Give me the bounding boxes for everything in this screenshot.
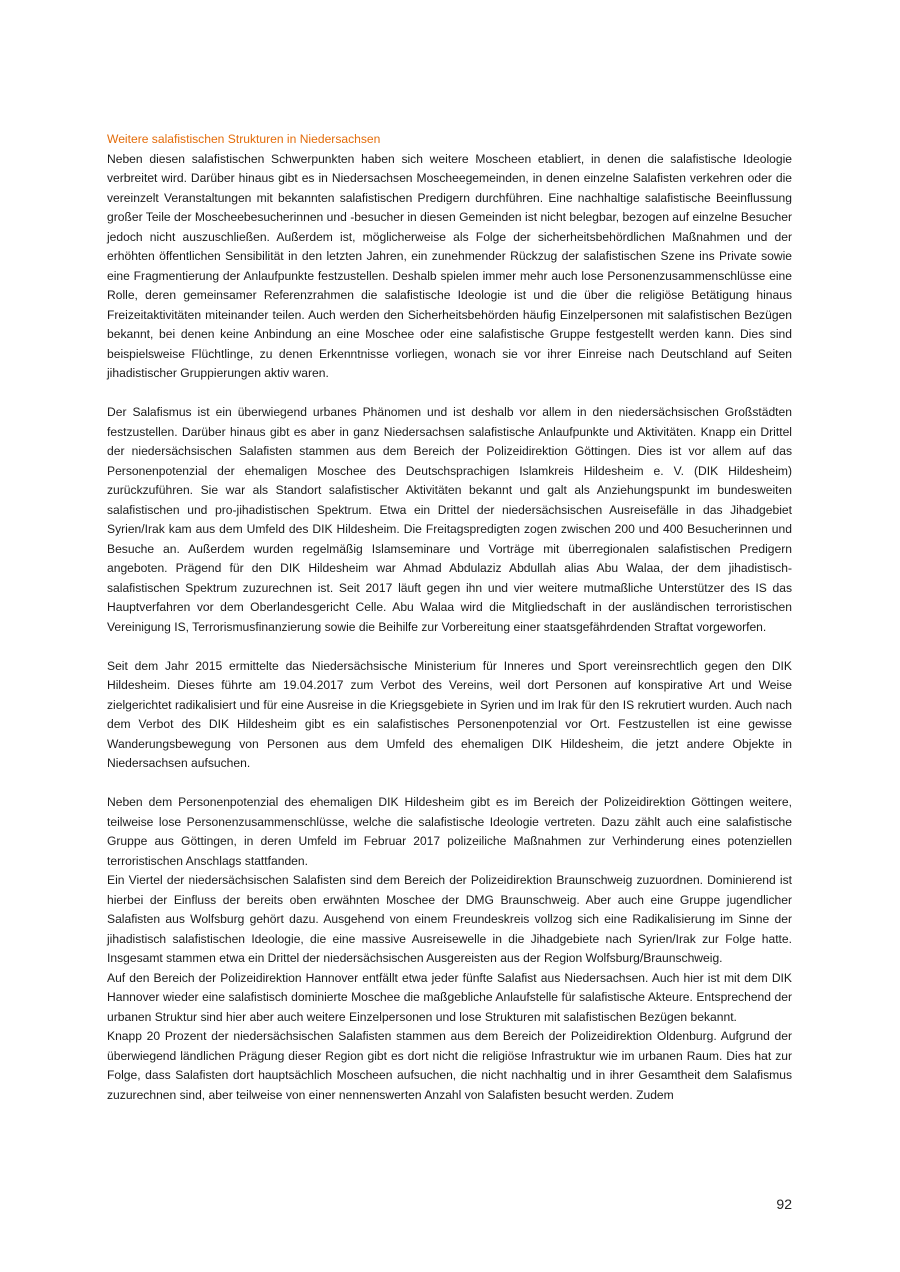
paragraph-5: Ein Viertel der niedersächsischen Salafisten sind dem Bereich der Polizeidirektion Braunschweig zuzuordnen. Dominierend ist hierbei der Einfluss der bereits oben erwähnten Moschee der DMG Braunschweig. Aber auch eine Gruppe jugendlicher Salafisten aus Wolfsburg gehört dazu. Ausgehend von einem Freundeskreis vollzog sich eine Radikalisierung im Sinne der jihadistisch salafistischen Ideologie, die eine massive Ausreisewelle in die Jihadgebiete nach Syrien/Irak zur Folge hatte. Insgesamt stammen etwa ein Drittel der niedersächsischen Ausgereisten aus der Region Wolfsburg/Braunschweig.: [107, 873, 792, 965]
paragraph-spacer: [107, 637, 792, 657]
paragraph-2: Der Salafismus ist ein überwiegend urbanes Phänomen und ist deshalb vor allem in den niedersächsischen Großstädten festzustellen. Darüber hinaus gibt es aber in ganz Niedersachsen salafistische Anlaufpunkte und Aktivitäten. Knapp ein Drittel der niedersächsischen Salafisten stammen aus dem Bereich der Polizeidirektion Göttingen. Dies ist vor allem auf das Personenpotenzial der ehemaligen Moschee des Deutschsprachigen Islamkreis Hildesheim e. V. (DIK Hildesheim) zurückzuführen. Sie war als Standort salafistischer Aktivitäten bekannt und galt als Anziehungspunkt im bundesweiten salafistischen und pro-jihadistischen Spektrum. Etwa ein Drittel der niedersächsischen Ausreisefälle in das Jihadgebiet Syrien/Irak kam aus dem Umfeld des DIK Hildesheim. Die Freitagspredigten zogen zwischen 200 und 400 Besucherinnen und Besuche an. Außerdem wurden regelmäßig Islamseminare und Vorträge mit überregionalen salafistischen Predigern angeboten. Prägend für den DIK Hildesheim war Ahmad Abdulaziz Abdullah alias Abu Walaa, der dem jihadistisch-salafistischen Spektrum zuzurechnen ist. Seit 2017 läuft gegen ihn und vier weitere mutmaßliche Unterstützer des IS das Hauptverfahren vor dem Oberlandesgericht Celle. Abu Walaa wird die Mitgliedschaft in der ausländischen terroristischen Vereinigung IS, Terrorismusfinanzierung sowie die Beihilfe zur Vorbereitung einer staatsgefährdenden Straftat vorgeworfen.: [107, 405, 792, 634]
paragraph-4: Neben dem Personenpotenzial des ehemaligen DIK Hildesheim gibt es im Bereich der Polizeidirektion Göttingen weitere, teilweise lose Personenzusammenschlüsse, welche die salafistische Ideologie vertreten. Dazu zählt auch eine salafistische Gruppe aus Göttingen, in deren Umfeld im Februar 2017 polizeiliche Maßnahmen zur Verhinderung eines potenziellen terroristischen Anschlags stattfanden.: [107, 795, 792, 868]
paragraph-spacer: [107, 384, 792, 404]
paragraph-3: Seit dem Jahr 2015 ermittelte das Niedersächsische Ministerium für Inneres und Sport vereinsrechtlich gegen den DIK Hildesheim. Dieses führte am 19.04.2017 zum Verbot des Vereins, weil dort Personen auf konspirative Art und Weise zielgerichtet radikalisiert und für eine Ausreise in die Kriegsgebiete in Syrien und im Irak für den IS rekrutiert wurden. Auch nach dem Verbot des DIK Hildesheim gibt es ein salafistisches Personenpotenzial vor Ort. Festzustellen ist eine gewisse Wanderungsbewegung von Personen aus dem Umfeld des ehemaligen DIK Hildesheim, die jetzt andere Objekte in Niedersachsen aufsuchen.: [107, 658, 792, 770]
section-heading: Weitere salafistischen Strukturen in Niedersachsen: [107, 132, 381, 146]
document-body: [107, 128, 792, 1105]
page-number: 92: [776, 1196, 792, 1212]
paragraph-7: Knapp 20 Prozent der niedersächsischen Salafisten stammen aus dem Bereich der Polizeidirektion Oldenburg. Aufgrund der überwiegend ländlichen Prägung dieser Region gibt es dort nicht die religiöse Infrastruktur wie im urbanen Raum. Dies hat zur Folge, dass Salafisten dort hauptsächlich Moscheen aufsuchen, die nicht nachhaltig und in ihrer Gesamtheit dem Salafismus zuzurechnen sind, aber teilweise von einer nennenswerten Anzahl von Salafisten besucht werden. Zudem: [107, 1029, 792, 1102]
paragraph-6: Auf den Bereich der Polizeidirektion Hannover entfällt etwa jeder fünfte Salafist aus Niedersachsen. Auch hier ist mit dem DIK Hannover wieder eine salafistisch dominierte Moschee die maßgebliche Anlaufstelle für salafistische Akteure. Entsprechend der urbanen Struktur sind hier aber auch weitere Einzelpersonen und lose Strukturen mit salafistischen Bezügen bekannt.: [107, 970, 792, 1024]
paragraph-spacer: [107, 774, 792, 794]
paragraph-1: Neben diesen salafistischen Schwerpunkten haben sich weitere Moscheen etabliert, in denen die salafistische Ideologie verbreitet wird. Darüber hinaus gibt es in Niedersachsen Moscheegemeinden, in denen einzelne Salafisten verkehren oder die vereinzelt Veranstaltungen mit bekannten salafistischen Predigern durchführen. Eine nachhaltige salafistische Beeinflussung großer Teile der Moscheebesucherinnen und -besucher in diesen Gemeinden ist nicht belegbar, bezogen auf einzelne Besucher jedoch nicht auszuschließen. Außerdem ist, möglicherweise als Folge der sicherheitsbehördlichen Maßnahmen und der erhöhten öffentlichen Sensibilität in den letzten Jahren, ein zunehmender Rückzug der salafistischen Szene ins Private sowie eine Fragmentierung der Anlaufpunkte festzustellen. Deshalb spielen immer mehr auch lose Personenzusammenschlüsse eine Rolle, deren gemeinsamer Referenzrahmen die salafistische Ideologie ist und die über die religiöse Betätigung hinaus Freizeitaktivitäten miteinander teilen. Auch werden den Sicherheitsbehörden häufig Einzelpersonen mit salafistischen Bezügen bekannt, bei denen keine Anbindung an eine Moschee oder eine salafistische Gruppe festgestellt werden kann. Dies sind beispielsweise Flüchtlinge, zu denen Erkenntnisse vorliegen, wonach sie vor ihrer Einreise nach Deutschland auf Seiten jihadistischer Gruppierungen aktiv waren.: [107, 151, 792, 380]
